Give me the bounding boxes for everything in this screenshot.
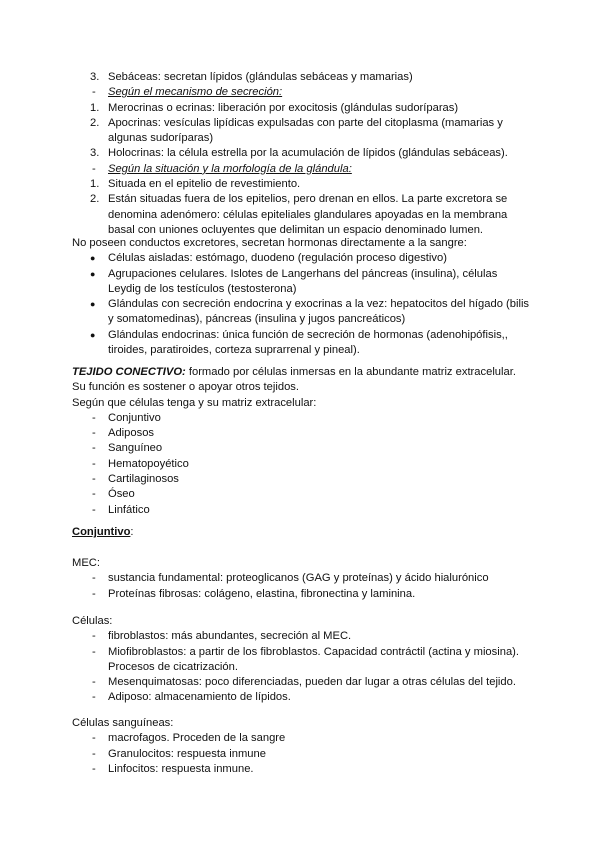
list-item: ● Glándulas con secreción endocrina y exocrinas a la vez: hepatocitos del hígado (bilis [90,298,530,311]
list-item: - Adiposos [92,427,155,440]
list-item: 2. Están situadas fuera de los epitelios, pero drenan en ellos. La parte excretora se [90,193,508,206]
conectivo-function: Su función es sostener o apoyar otros tejidos. [72,381,299,394]
conjuntivo-section [0,525,600,540]
celulas-label: Células: [72,615,113,627]
list-item: 1. Merocrinas o ecrinas: liberación por exocitosis (glándulas sudoríparas) [90,101,459,114]
list-item: - Mesenquimatosas: poco diferenciadas, pueden dar lugar a otras células del tejido. [92,676,516,689]
list-item: - Sanguíneo [92,442,163,455]
list-item-continuation: tiroides, paratiroides, corteza suprarrenal y pineal). [108,344,360,357]
celulas-sanguineas-section [0,716,600,777]
list-item: 3. Sebáceas: secretan lípidos (glándulas sebáceas y mamarias) [90,71,413,83]
list-item: 3. Holocrinas: la célula estrella por la acumulación de lípidos (glándulas sebáceas). [90,147,508,160]
list-item: - Linfático [92,503,150,516]
list-item: - sustancia fundamental: proteoglicanos (GAG y proteínas) y ácido hialurónico [92,572,489,585]
celulas-sanguineas-label: Células sanguíneas: [72,717,174,729]
list-item: - Proteínas fibrosas: colágeno, elastina, fibronectina y laminina. [92,587,416,600]
list-item: - Miofibroblastos: a partir de los fibroblastos. Capacidad contráctil (actina y miosina). [92,645,520,658]
list-item: - Hematopoyético [92,457,189,470]
mec-section [0,556,600,602]
list-item: ● Agrupaciones celulares. Islotes de Langerhans del páncreas (insulina), células [90,267,498,280]
tejido-conectivo-section [0,365,600,518]
conectivo-title: TEJIDO CONECTIVO: [72,366,186,378]
list-item-continuation: denomina adenómero: células epiteliales glandulares apoyadas en la membrana [108,208,508,221]
glandulas-exocrinas-section [0,70,600,238]
list-item: ● Glándulas endocrinas: única función de secreción de hormonas (adenohipófisis,, [90,328,508,341]
list-item-continuation: Procesos de cicatrización. [108,660,238,673]
situacion-heading: - Según la situación y la morfología de la glándula: [92,162,352,175]
endocrinas-intro: No poseen conductos excretores, secretan hormonas directamente a la sangre: [72,237,467,249]
list-item-continuation: algunas sudoríparas) [108,132,214,145]
conectivo-heading-line [0,365,600,380]
list-item: - Adiposo: almacenamiento de lípidos. [92,691,291,704]
list-item: 1. Situada en el epitelio de revestimiento. [90,178,301,191]
glandulas-endocrinas-section [0,236,600,358]
mec-label: MEC: [72,557,100,569]
mecanismo-heading: - Según el mecanismo de secreción: [92,86,283,99]
list-item: - Cartilaginosos [92,473,179,486]
list-item-continuation: y somatomedinas), páncreas (insulina y jugos pancreáticos) [108,313,406,326]
conectivo-types-intro: Según que células tenga y su matriz extracelular: [72,396,317,409]
list-item: 2. Apocrinas: vesículas lipídicas expulsadas con parte del citoplasma (mamarias y [90,116,503,129]
list-item: - Óseo [92,488,135,501]
list-item: - Linfocitos: respuesta inmune. [92,762,254,775]
list-item: - fibroblastos: más abundantes, secreción al MEC. [92,630,352,643]
celulas-section [0,614,600,706]
list-item: ● Células aisladas: estómago, duodeno (regulación proceso digestivo) [90,252,447,265]
conjuntivo-title: Conjuntivo [72,526,131,538]
list-item: - macrofagos. Proceden de la sangre [92,732,286,745]
list-item-continuation: basal con uniones ocluyentes que delimitan un espacio denominado lumen. [108,223,484,236]
list-item: - Conjuntivo [92,411,161,424]
list-item-continuation: Leydig de los testículos (testosterona) [108,282,297,295]
list-item: - Granulocitos: respuesta inmune [92,747,266,760]
conectivo-definition: formado por células inmersas en la abundante matriz extracelular. [185,366,516,378]
conjuntivo-heading: Conjuntivo: [72,526,134,538]
